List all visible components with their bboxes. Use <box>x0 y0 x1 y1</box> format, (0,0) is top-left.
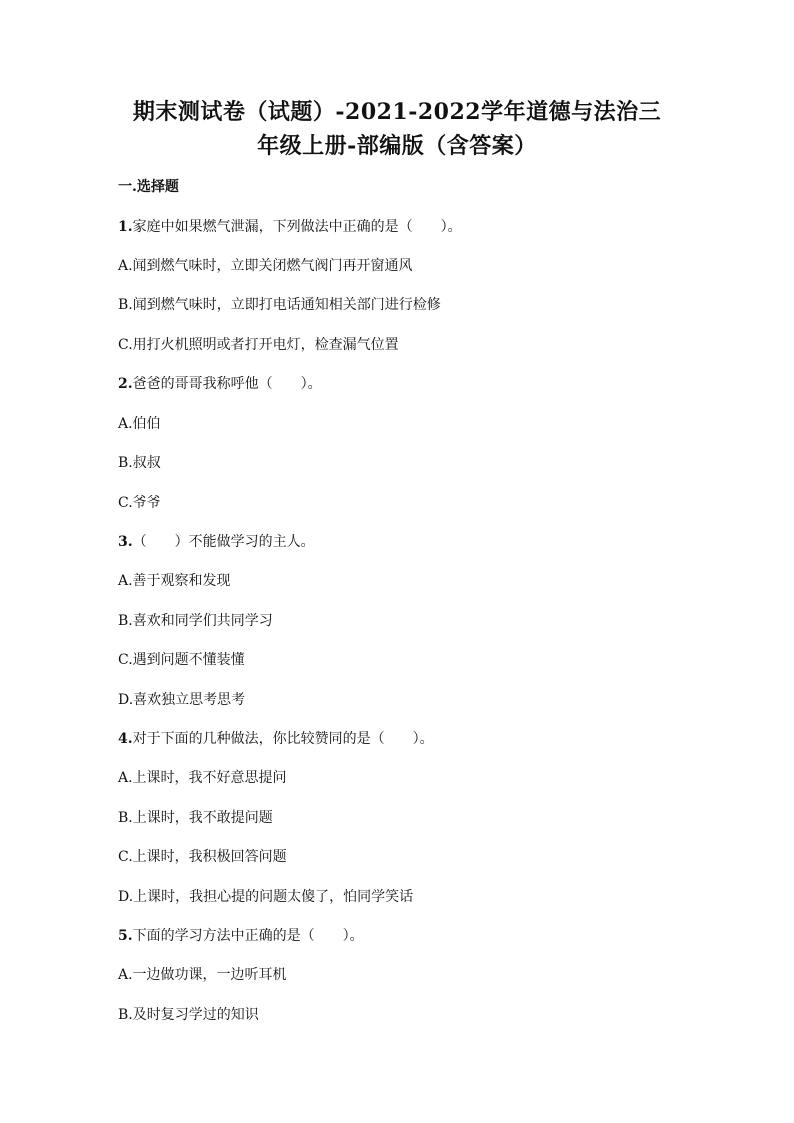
question-4-option-d: D.上课时，我担心提的问题太傻了，怕同学笑话 <box>118 889 414 905</box>
page-title-line-2: 年级上册-部编版（含答案） <box>257 133 537 159</box>
question-4-option-c: C.上课时，我积极回答问题 <box>118 849 287 865</box>
question-3-option-d: D.喜欢独立思考思考 <box>118 692 246 708</box>
question-3-option-c: C.遇到问题不懂装懂 <box>118 652 245 668</box>
question-4-option-a: A.上课时，我不好意思提问 <box>118 770 287 786</box>
question-number: 5. <box>118 928 133 944</box>
question-1-option-a: A.闻到燃气味时，立即关闭燃气阀门再开窗通风 <box>118 258 413 274</box>
question-5-option-a: A.一边做功课，一边听耳机 <box>118 967 287 983</box>
question-3-option-a: A.善于观察和发现 <box>118 573 231 589</box>
question-1-option-c: C.用打火机照明或者打开电灯，检查漏气位置 <box>118 337 399 353</box>
question-text: 对于下面的几种做法，你比较赞同的是（ ）。 <box>132 731 434 747</box>
page-title-line-1: 期末测试卷（试题）-2021-2022学年道德与法治三 <box>132 99 662 125</box>
question-text: （ ）不能做学习的主人。 <box>132 534 315 550</box>
question-number: 4. <box>118 731 133 747</box>
question-text: 家庭中如果燃气泄漏，下列做法中正确的是（ ）。 <box>132 219 462 235</box>
question-5 <box>118 926 364 946</box>
question-text: 下面的学习方法中正确的是（ ）。 <box>132 928 364 944</box>
question-text: 爸爸的哥哥我称呼他（ ）。 <box>132 376 322 392</box>
question-number: 2. <box>118 376 133 392</box>
question-3 <box>118 532 315 552</box>
question-3-option-b: B.喜欢和同学们共同学习 <box>118 613 273 629</box>
question-1-option-b: B.闻到燃气味时，立即打电话通知相关部门进行检修 <box>118 297 441 313</box>
question-4-option-b: B.上课时，我不敢提问题 <box>118 810 273 826</box>
question-2-option-a: A.伯伯 <box>118 416 161 432</box>
question-2 <box>118 374 322 394</box>
question-number: 1. <box>118 219 133 235</box>
question-4 <box>118 729 434 749</box>
question-1 <box>118 217 462 237</box>
question-5-option-b: B.及时复习学过的知识 <box>118 1007 259 1023</box>
section-heading: 一.选择题 <box>118 179 179 195</box>
question-2-option-b: B.叔叔 <box>118 455 161 471</box>
question-number: 3. <box>118 534 133 550</box>
question-2-option-c: C.爷爷 <box>118 495 161 511</box>
